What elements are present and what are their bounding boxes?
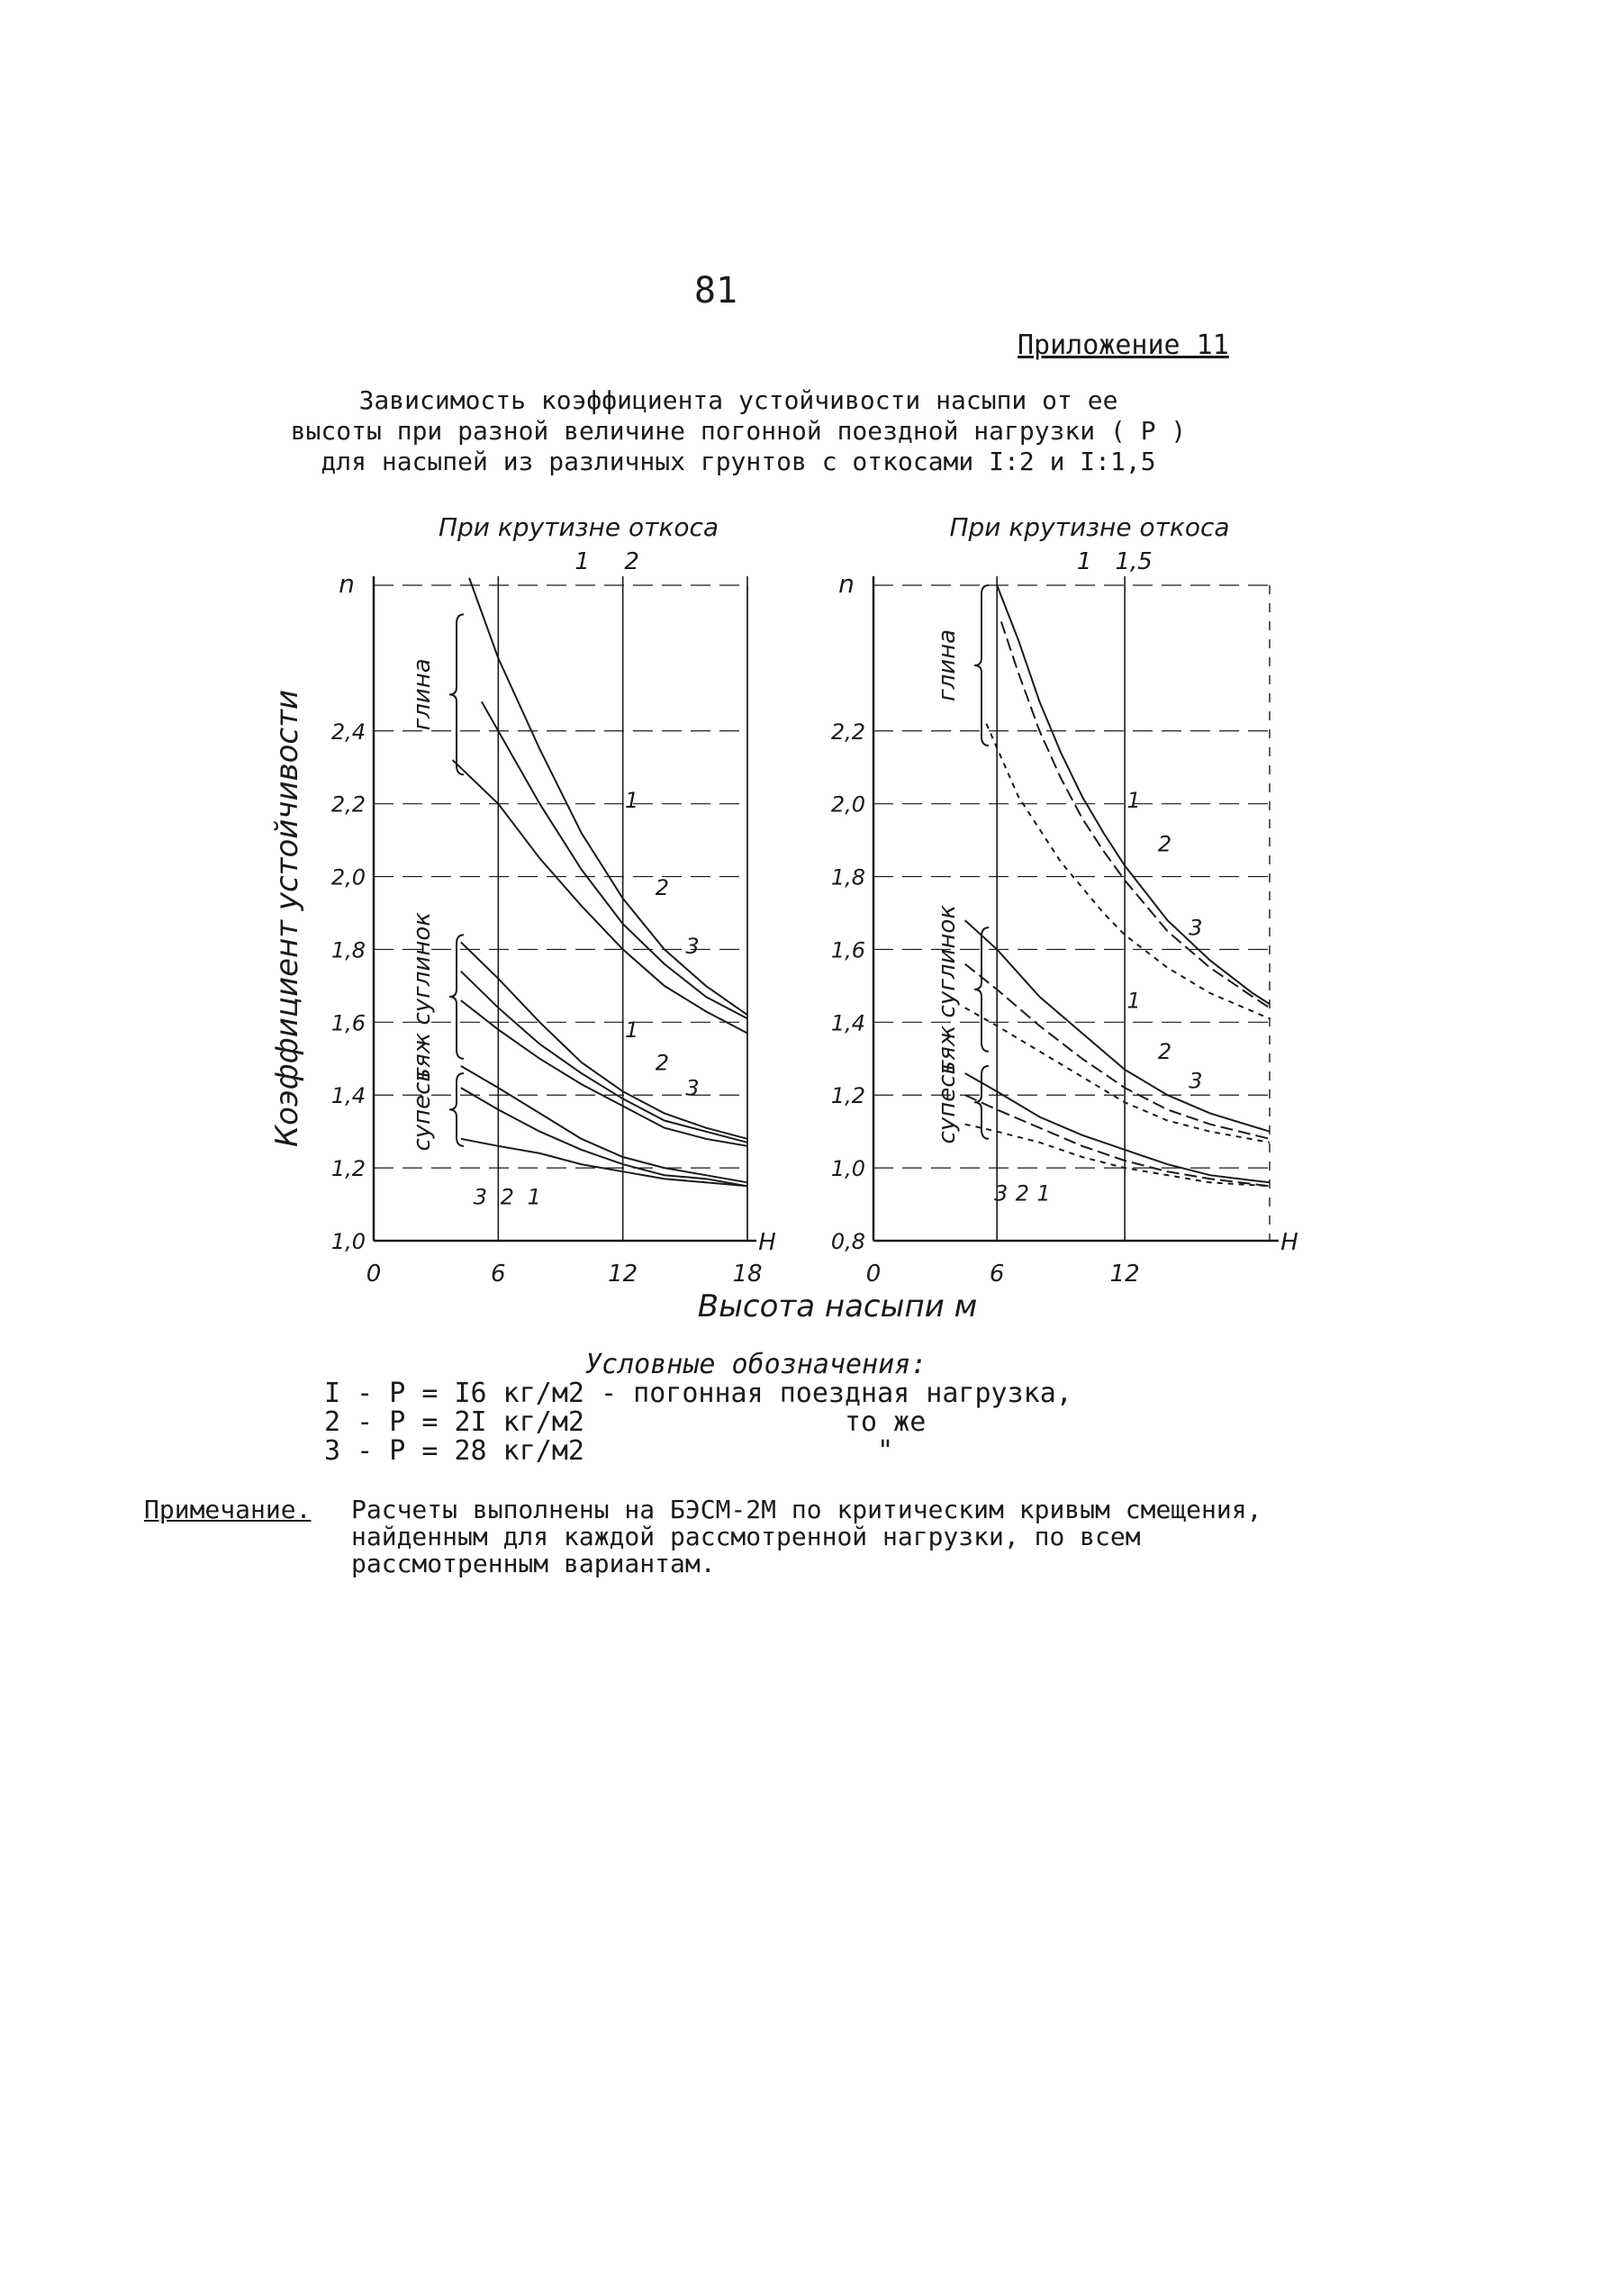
note: [144, 1495, 1315, 1578]
panel1-group-label-2: тяж суглинок: [409, 912, 436, 1081]
panel2-curve-label-2-2: 2: [1157, 1039, 1172, 1065]
legend-row-2: 2 - P = 2I кг/м2 то же: [324, 1406, 927, 1438]
panel2-title: При крутизне откоса: [949, 512, 1230, 542]
legend-row-1: I - P = I6 кг/м2 - погонная поездная нагрузка,: [324, 1378, 1072, 1409]
panel2-y-tick-label: 1,2: [830, 1083, 866, 1109]
panel2-y-tick-label: 1,8: [830, 864, 866, 890]
panel2-curve-label-1-2: 2: [1157, 831, 1172, 857]
panel2-slope-label-num: 1: [1076, 548, 1092, 575]
panel2-curve-label-2-3: 3: [1189, 1068, 1203, 1094]
panel1-y-tick-label: 1,8: [330, 937, 366, 963]
panel1-curve-1-2: [482, 701, 747, 1018]
panel1-group-bracket-2: [449, 935, 464, 1059]
panel1-x-tick-label: 6: [491, 1261, 506, 1288]
panel2-curve-label-2-1: 1: [1126, 988, 1141, 1014]
panel1-curve-label-2-2: 2: [655, 1050, 669, 1076]
panel2-curve-2-3: [965, 1008, 1270, 1143]
panel2-x-axis-symbol: H: [1280, 1229, 1298, 1256]
panel1-curve-1-3: [453, 760, 747, 1033]
note-label: Примечание.: [144, 1495, 312, 1524]
panel2-y-axis-symbol: n: [838, 569, 855, 599]
panel1-y-tick-label: 2,0: [330, 864, 366, 890]
panel1-curve-label-1-2: 2: [655, 875, 669, 901]
panel2-x-tick-label: 0: [865, 1261, 882, 1288]
panel2-curve-label-1-3: 3: [1189, 915, 1203, 941]
panel1-y-tick-label: 1,6: [330, 1010, 366, 1036]
panel2-y-tick-label: 1,0: [830, 1156, 866, 1182]
panel1-slope-label-den: 2: [624, 548, 639, 575]
panel1-y-axis-symbol: n: [339, 569, 355, 599]
panel1-curve-label-1-1: 1: [625, 788, 639, 814]
panel2-y-tick-label: 2,0: [830, 791, 866, 818]
panel2-y-tick-label: 1,6: [830, 937, 866, 963]
panel1-group-label-1: глина: [409, 658, 436, 731]
panel1-y-tick-label: 1,2: [330, 1156, 366, 1182]
panel2-y-tick-label: 0,8: [830, 1229, 866, 1254]
panel2-group-bracket-2: [974, 927, 989, 1052]
panel1-y-tick-label: 1,0: [330, 1229, 366, 1254]
panel1-curve-3-1: [461, 1066, 747, 1182]
panel2-curve-2-2: [965, 964, 1270, 1139]
panel2-group-bracket-1: [974, 585, 989, 746]
panel1-curve-label-3-1: 3: [473, 1184, 487, 1210]
panel1-y-tick-label: 2,2: [330, 791, 366, 818]
panel2-group-label-1: глина: [934, 628, 961, 702]
panel2-curve-label-3-1: 3: [994, 1180, 1009, 1207]
page-number: 81: [693, 270, 738, 312]
panel1-curve-label-2-3: 3: [685, 1075, 700, 1101]
title-line-3: для насыпей из различных грунтов с откосами I:2 и I:1,5: [321, 447, 1156, 476]
panel2-slope-label-den: 1,5: [1115, 548, 1153, 575]
panel1-curve-3-2: [461, 1088, 747, 1186]
panel1-curve-2-2: [461, 972, 747, 1143]
panel2-curve-label-3-2: 2: [1015, 1180, 1030, 1207]
panel1-y-tick-label: 1,4: [330, 1083, 366, 1109]
panel2-x-tick-label: 6: [989, 1261, 1005, 1288]
legend: [324, 1351, 1072, 1466]
panel2-curve-label-1-1: 1: [1126, 788, 1141, 814]
panel2-curve-label-3-3: 1: [1036, 1180, 1051, 1207]
panel1-group-bracket-1: [449, 614, 464, 774]
panel1-x-tick-label: 12: [608, 1261, 638, 1288]
legend-row-3: 3 - P = 28 кг/м2 ": [324, 1435, 894, 1467]
panel2-y-tick-label: 2,2: [830, 719, 866, 745]
panel1-curve-label-3-2: 2: [500, 1184, 514, 1210]
title-line-1: Зависимость коэффициента устойчивости насыпи от ее: [358, 385, 1118, 415]
panel2-y-tick-label: 1,4: [830, 1010, 866, 1036]
panel1-x-tick-label: 0: [366, 1261, 382, 1288]
x-axis-title: Высота насыпи м: [697, 1288, 978, 1324]
note-text: Расчеты выполнены на БЭСМ-2М по критическим кривым смещения, найденным для каждой рассмотренной нагрузки, по всем рассмотренным вариантам.: [351, 1495, 1262, 1578]
panel1-curve-label-3-3: 1: [527, 1184, 541, 1210]
panel1-curve-2-1: [461, 942, 747, 1138]
panel2-x-tick-label: 12: [1109, 1261, 1140, 1288]
panel1-slope-label-num: 1: [574, 548, 590, 575]
panel1-group-bracket-3: [449, 1073, 464, 1146]
legend-heading: Условные обозначения:: [585, 1349, 927, 1380]
title-line-2: высоты при разной величине погонной поездной нагрузки ( P ): [290, 416, 1187, 446]
panel2-curve-3-2: [965, 1095, 1270, 1186]
panel1-title: При крутизне откоса: [438, 512, 719, 542]
panel1-curve-label-2-1: 1: [625, 1017, 639, 1043]
panel1-group-label-3: супесь: [409, 1068, 436, 1152]
panel1-x-axis-symbol: H: [758, 1229, 776, 1256]
panel1-curve-label-1-3: 3: [685, 933, 700, 959]
panel2-group-label-2: тяж суглинок: [934, 904, 961, 1074]
appendix-label: Приложение 11: [1018, 330, 1229, 361]
panel2-group-label-3: супесь: [934, 1061, 961, 1144]
y-axis-title: Коэффициент устойчивости: [269, 690, 305, 1147]
panel1-x-tick-label: 18: [732, 1261, 763, 1288]
panel1-y-tick-label: 2,4: [330, 719, 366, 745]
